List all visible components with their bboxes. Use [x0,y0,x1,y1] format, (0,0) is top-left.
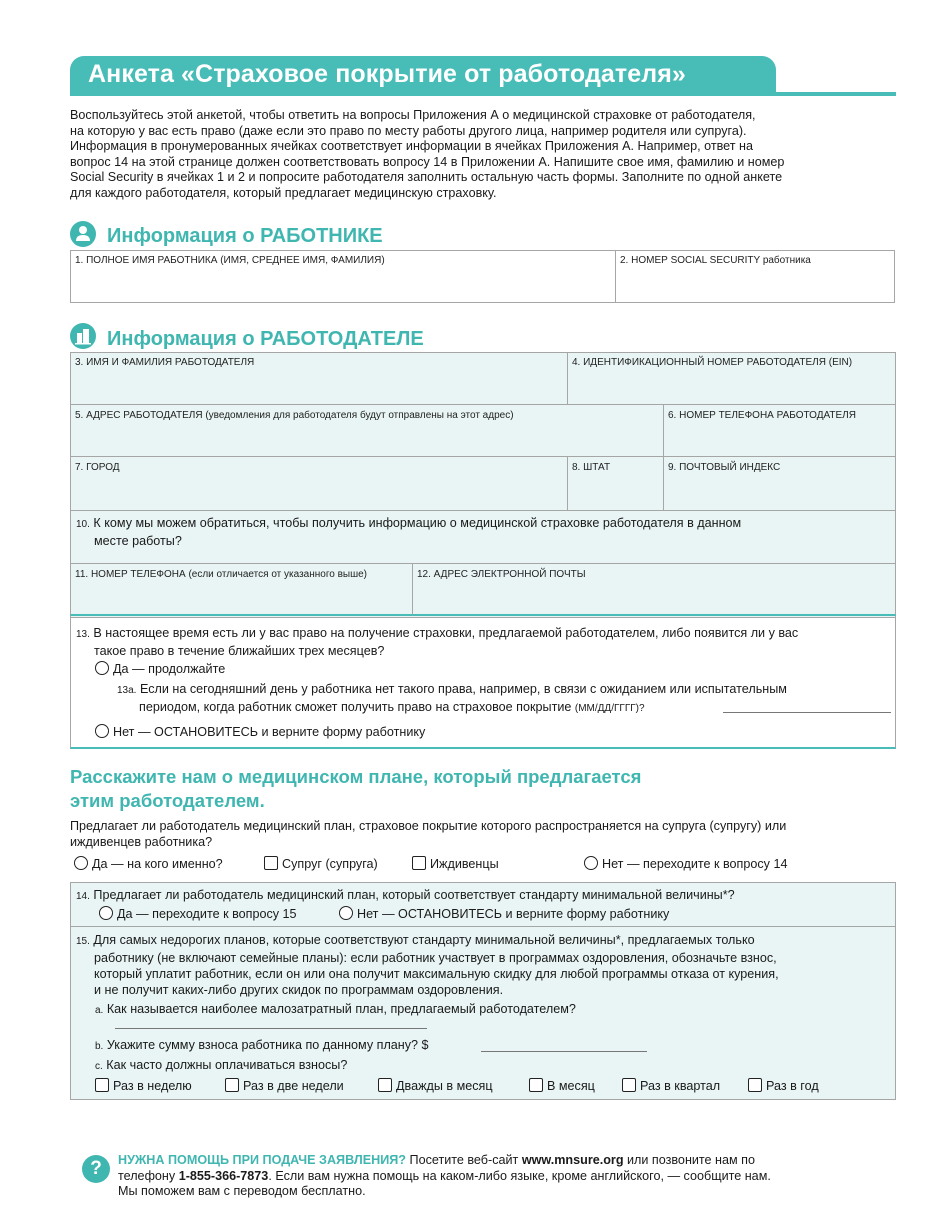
field-label: 11. НОМЕР ТЕЛЕФОНА (если отличается от указанного выше) [75,569,368,580]
q10-number: 10. [76,519,90,530]
q13a-date-input[interactable] [723,712,891,713]
dependents-option[interactable] [412,856,499,871]
contact-question-field [70,510,896,564]
intro-line: на которую у вас есть право (даже если это право по месту работы другого лица, например родителя или супруга). [70,123,747,138]
field-label: 7. ГОРОД [75,462,120,473]
freq-label: Раз в квартал [640,1079,721,1093]
q13a-line: периодом, когда работник сможет получить право на страховое покрытие [139,700,572,714]
coverage-no-option[interactable] [584,856,787,871]
state-field[interactable] [567,456,664,511]
plan-heading [70,765,870,813]
intro-line: Воспользуйтесь этой анкетой, чтобы ответить на вопросы Приложения А о медицинской страховке от работодателя, [70,108,756,122]
contact-phone-field[interactable] [70,563,413,616]
q15-line: и не получит каких-либо других скидок по программам оздоровления. [94,983,504,997]
q13-number: 13. [76,629,90,640]
title-banner [70,56,896,96]
q15c-text [95,1057,595,1075]
help-line [118,1153,878,1169]
page-title: Анкета «Страховое покрытие от работодателя» [88,60,686,88]
premium-amount-input[interactable] [481,1051,647,1052]
person-icon [70,221,96,247]
q15-line: Для самых недорогих планов, которые соответствуют стандарту минимальной величины*, предлагаемых только [93,933,755,947]
employee-heading-text: Информация о РАБОТНИКЕ [107,225,383,247]
freq-label: В месяц [547,1079,595,1093]
help-line: Мы поможем вам с переводом бесплатно. [118,1184,366,1199]
coverage-yes-radio[interactable] [74,856,88,870]
field-label: 1. ПОЛНОЕ ИМЯ РАБОТНИКА (ИМЯ, СРЕДНЕЕ ИМЯ, ФАМИЛИЯ) [75,255,385,266]
employer-heading [70,323,490,351]
q15-text [76,932,894,998]
cheapest-plan-input[interactable] [115,1028,427,1029]
employer-phone-field[interactable] [663,404,896,457]
spouse-option[interactable] [264,856,378,871]
help-heading: НУЖНА ПОМОЩЬ ПРИ ПОДАЧЕ ЗАЯВЛЕНИЯ? [118,1153,407,1167]
q15-number: 15. [76,936,90,947]
freq-weekly-checkbox[interactable] [95,1078,109,1092]
q10-text [76,515,891,549]
zip-field[interactable] [663,456,896,511]
field-label: 5. АДРЕС РАБОТОДАТЕЛЯ (уведомления для работодателя будут отправлены на этот адрес) [75,410,514,421]
intro-text [70,108,890,202]
q14-yes-label: Да — переходите к вопросу 15 [117,907,297,921]
q14-no-option[interactable] [339,906,669,921]
question-icon: ? [82,1155,110,1183]
contact-email-field[interactable] [412,563,896,616]
q14-line: Предлагает ли работодатель медицинский план, который соответствует стандарту минимальной величины*? [93,888,735,902]
q14-yes-radio[interactable] [99,906,113,920]
q15a-text [95,1001,875,1019]
q15a-line: Как называется наиболее малозатратный план, предлагаемый работодателем? [106,1002,576,1016]
q13a-number: 13a. [117,685,137,696]
freq-quarterly-option[interactable] [622,1078,720,1093]
q15-line: работнику (не включают семейные планы): если работник участвует в программах оздоровления, обозначьте взнос, [94,951,777,965]
freq-monthly-option[interactable] [529,1078,595,1093]
freq-label: Раз в год [766,1079,819,1093]
q13-yes-label: Да — продолжайте [113,662,226,676]
q13-line: такое право в течение ближайших трех месяцев? [94,644,385,658]
q14-number: 14. [76,891,90,902]
q13-yes-option[interactable] [95,661,225,676]
freq-biweekly-checkbox[interactable] [225,1078,239,1092]
q15b-text [95,1037,595,1055]
field-label: 3. ИМЯ И ФАМИЛИЯ РАБОТОДАТЕЛЯ [75,357,255,368]
q14-yes-option[interactable] [99,906,297,921]
freq-quarterly-checkbox[interactable] [622,1078,636,1092]
intro-line: Social Security в ячейках 1 и 2 и попросите работодателя заполнить остальную часть формы. Заполните по одной анкете [70,170,783,185]
freq-semimonthly-option[interactable] [378,1078,493,1093]
help-text: телефону [118,1168,179,1183]
freq-yearly-option[interactable] [748,1078,819,1093]
coverage-yes-label: Да — на кого именно? [92,857,223,871]
eligibility-question [70,617,896,749]
help-text: или позвоните нам по [623,1153,755,1167]
coverage-question-line: Предлагает ли работодатель медицинский план, страховое покрытие которого распространяется на супруга (супругу) или [70,819,787,833]
freq-weekly-option[interactable] [95,1078,192,1093]
intro-line: Информация в пронумерованных ячейках соответствует информации в ячейках Приложения А. Например, ответ на [70,139,753,154]
q13-yes-radio[interactable] [95,661,109,675]
help-phone-link[interactable]: 1-855-366-7873 [178,1168,269,1183]
building-icon [70,323,96,349]
employer-name-field[interactable] [70,352,568,405]
q14-text [76,887,891,905]
q10-line: К кому мы можем обратиться, чтобы получить информацию о медицинской страховке работодателя в данном [93,516,742,530]
q14-no-radio[interactable] [339,906,353,920]
help-footer [118,1153,878,1200]
help-website-link[interactable]: www.mnsure.org [521,1153,624,1167]
employee-ssn-field[interactable] [615,250,895,303]
field-label: 8. ШТАТ [572,462,611,473]
help-line [118,1169,878,1185]
q13-no-option[interactable] [95,724,425,739]
q15b-number: b. [95,1041,104,1052]
field-label: 9. ПОЧТОВЫЙ ИНДЕКС [668,462,781,473]
min-value-question [70,882,896,927]
spouse-checkbox[interactable] [264,856,278,870]
q10-line: месте работы? [94,534,182,548]
freq-label: Раз в неделю [113,1079,192,1093]
plan-heading-line: этим работодателем. [70,790,265,811]
city-field[interactable] [70,456,568,511]
field-label: 4. ИДЕНТИФИКАЦИОННЫЙ НОМЕР РАБОТОДАТЕЛЯ (EIN) [572,357,853,368]
employer-address-field[interactable] [70,404,664,457]
freq-semimonthly-checkbox[interactable] [378,1078,392,1092]
freq-label: Раз в две недели [243,1079,344,1093]
q13-text [76,625,896,659]
dependents-checkbox[interactable] [412,856,426,870]
coverage-yes-option[interactable] [74,856,223,871]
intro-line: вопрос 14 на этой странице должен соответствовать вопросу 14 в Приложении А. Напишите свое имя, фамилию и номер [70,154,785,169]
coverage-no-radio[interactable] [584,856,598,870]
coverage-no-label: Нет — переходите к вопросу 14 [602,857,788,871]
freq-monthly-checkbox[interactable] [529,1078,543,1092]
title-underline [70,92,896,96]
employee-name-field[interactable] [70,250,616,303]
freq-biweekly-option[interactable] [225,1078,344,1093]
q13-no-label: Нет — ОСТАНОВИТЕСЬ и верните форму работнику [113,725,426,739]
q15-line: который уплатит работник, если он или она получит максимальную скидку для любой программы отказа от курения, [94,967,779,981]
help-text: Посетите веб-сайт [406,1153,522,1167]
coverage-question [70,818,896,850]
employee-heading [70,221,470,249]
q15c-line: Как часто должны оплачиваться взносы? [106,1058,348,1072]
q15a-number: a. [95,1005,104,1016]
q13a-line: Если на сегодняшний день у работника нет такого права, например, в связи с ожиданием или испытательным [139,682,787,696]
premium-question [70,926,896,1100]
intro-line: для каждого работодателя, который предлагает медицинскую страховку. [70,185,497,200]
field-label: 2. НОМЕР SOCIAL SECURITY работника [620,255,811,266]
coverage-question-line: иждивенцев работника? [70,835,213,849]
employer-ein-field[interactable] [567,352,896,405]
q14-no-label: Нет — ОСТАНОВИТЕСЬ и верните форму работнику [357,907,670,921]
q13-line: В настоящее время есть ли у вас право на получение страховки, предлагаемой работодателем, либо появится ли у вас [93,626,799,640]
help-text: . Если вам нужна помощь на каком-либо языке, кроме английского, — сообщите нам. [268,1168,771,1183]
spouse-label: Супруг (супруга) [282,857,378,871]
freq-yearly-checkbox[interactable] [748,1078,762,1092]
plan-heading-line: Расскажите нам о медицинском плане, который предлагается [70,766,642,787]
field-label: 6. НОМЕР ТЕЛЕФОНА РАБОТОДАТЕЛЯ [668,410,856,421]
employer-heading-text: Информация о РАБОТОДАТЕЛЕ [107,328,424,350]
freq-label: Дважды в месяц [396,1079,493,1093]
field-label: 12. АДРЕС ЭЛЕКТРОННОЙ ПОЧТЫ [417,569,586,580]
date-format-hint: (ММ/ДД/ГГГГ)? [574,703,645,714]
q15b-line: Укажите сумму взноса работника по данному плану? $ [106,1038,429,1052]
q15c-number: c. [95,1061,103,1072]
dependents-label: Иждивенцы [430,857,499,871]
q13-no-radio[interactable] [95,724,109,738]
